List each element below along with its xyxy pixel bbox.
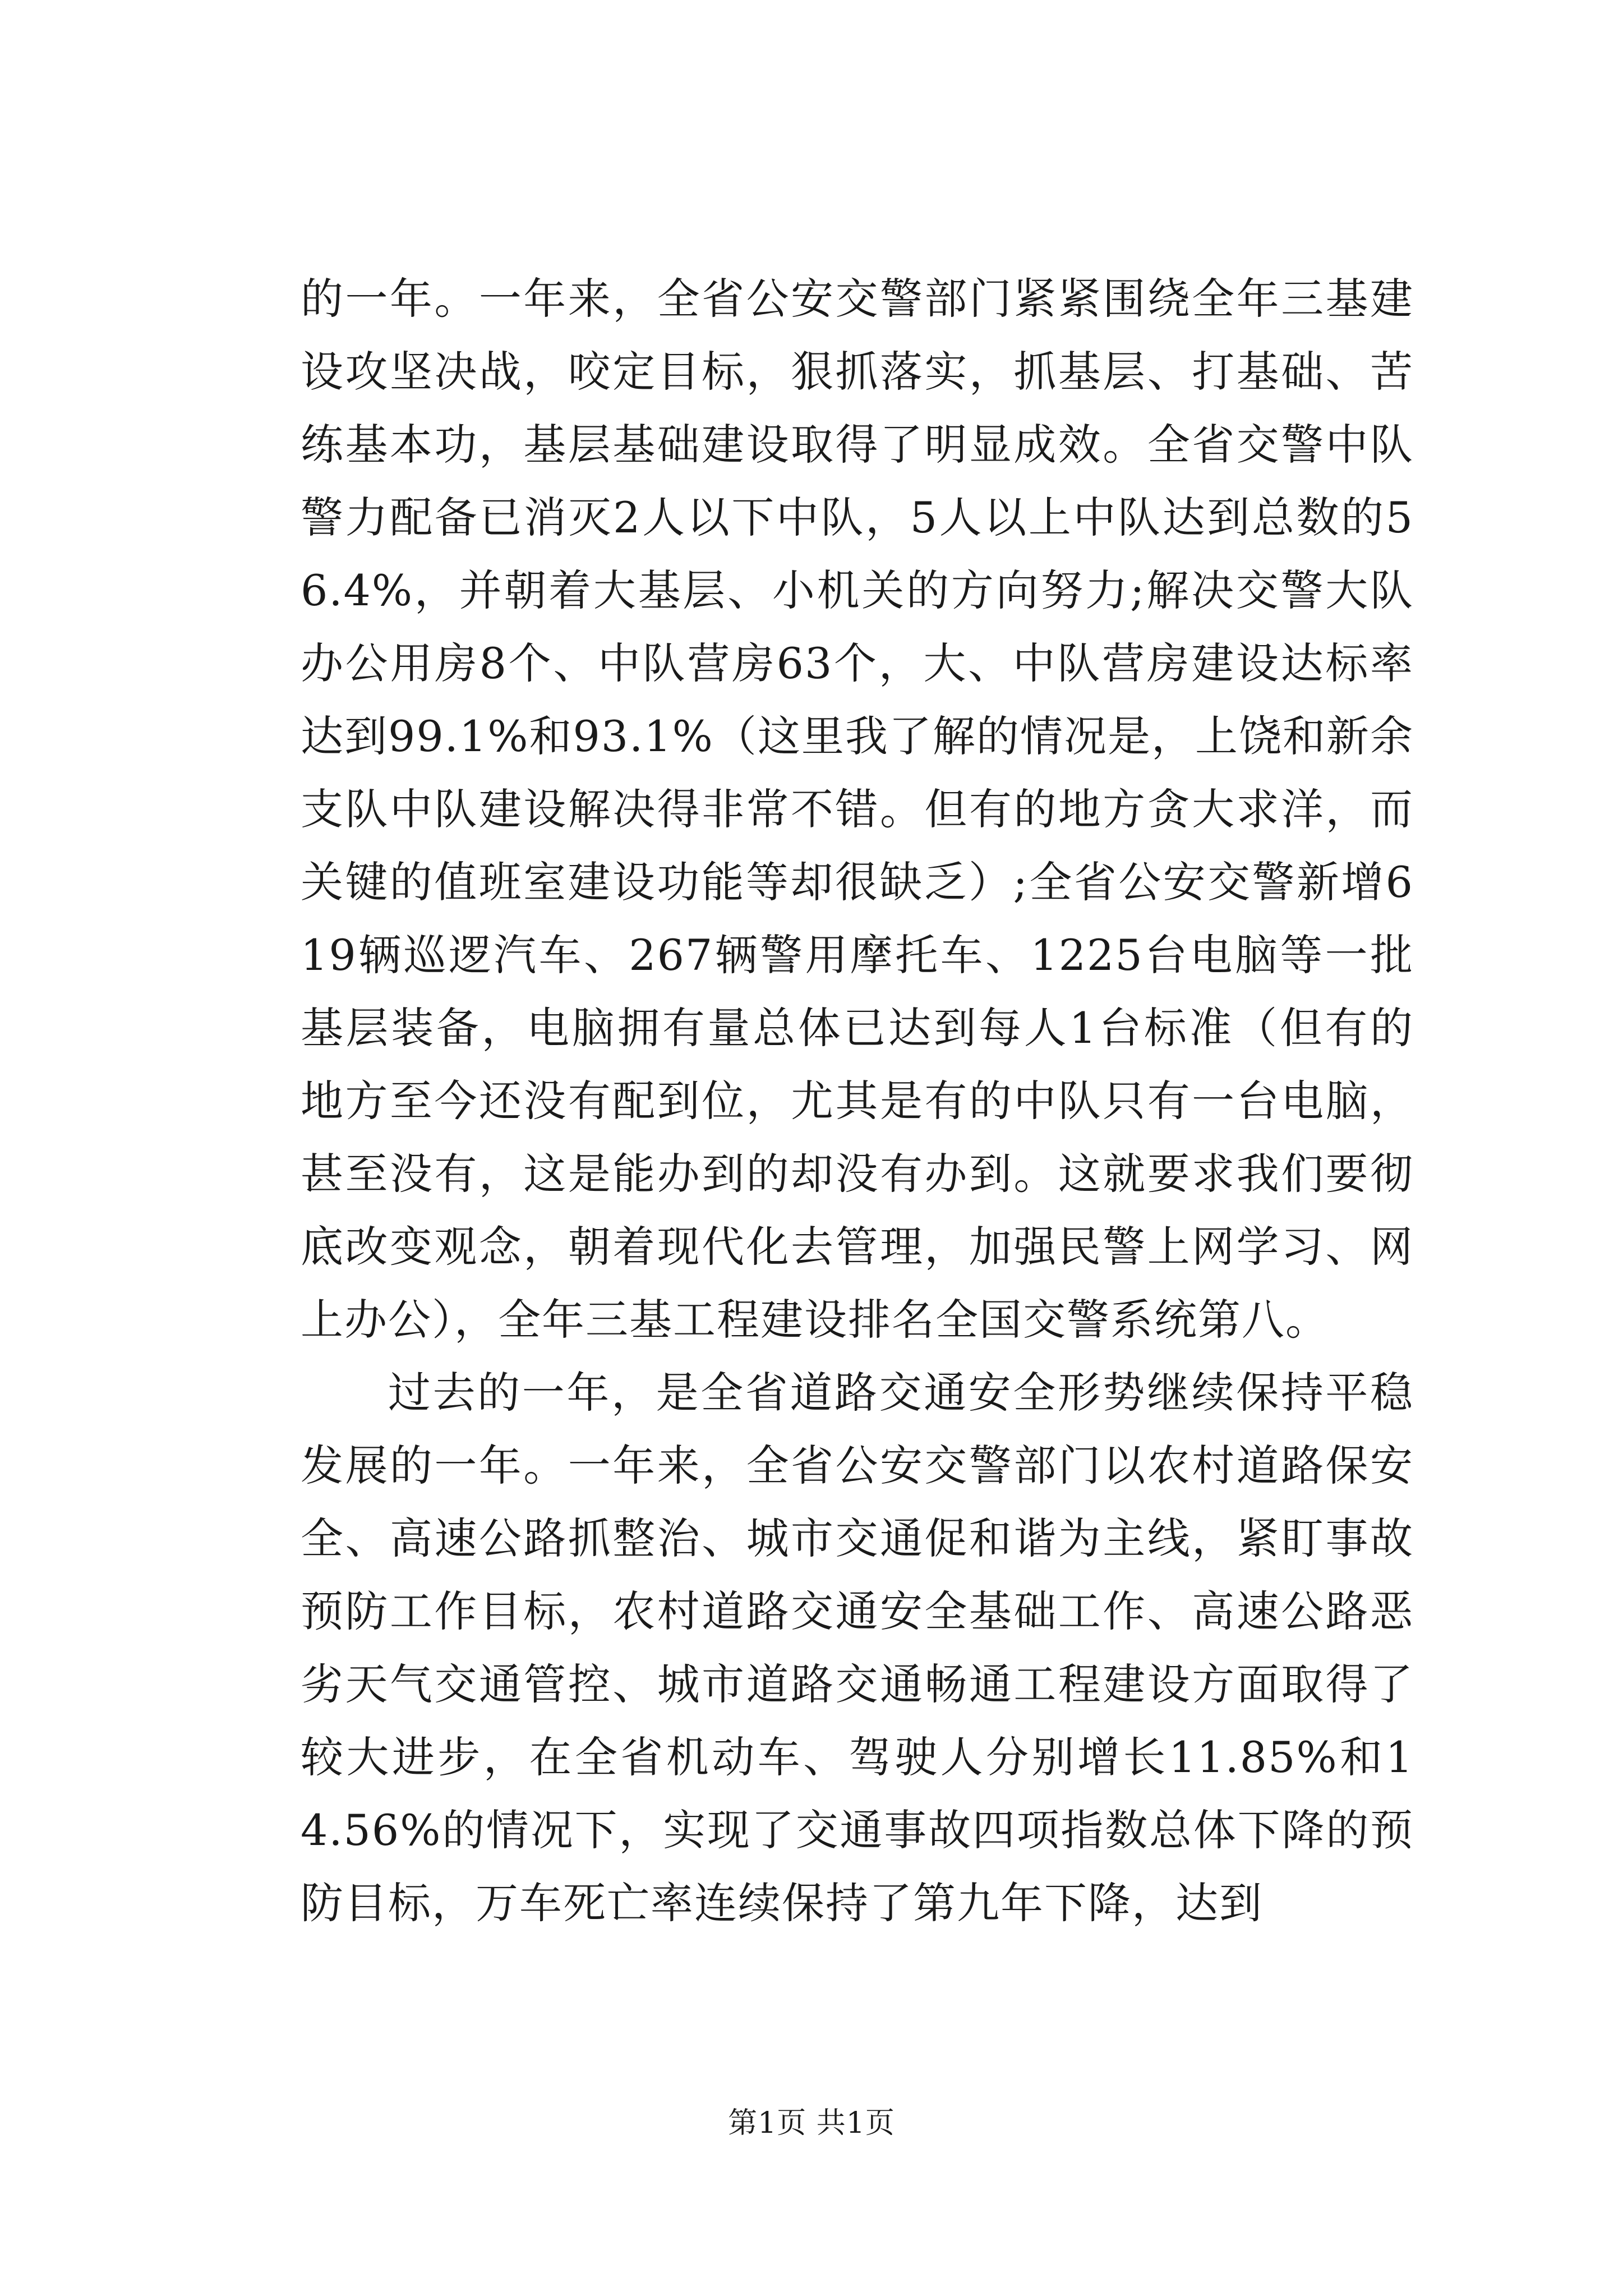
document-body [301,263,1414,1940]
paragraph-second: 过去的一年，是全省道路交通安全形势继续保持平稳发展的一年。一年来，全省公安交警部门以农村道路保安全、高速公路抓整治、城市交通促和谐为主线，紧盯事故预防工作目标，农村道路交通安全基础工作、高速公路恶劣天气交通管控、城市道路交通畅通工程建设方面取得了较大进步，在全省机动车、驾驶人分别增长11.85%和14.56%的情况下，实现了交通事故四项指数总体下降的预防目标，万车死亡率连续保持了第九年下降，达到 [301,1368,1414,1928]
page-number-footer: 第1页 共1页 [728,2106,895,2140]
paragraph-continuation: 的一年。一年来，全省公安交警部门紧紧围绕全年三基建设攻坚决战，咬定目标，狠抓落实，抓基层、打基础、苦练基本功，基层基础建设取得了明显成效。全省交警中队警力配备已消灭2人以下中队，5人以上中队达到总数的56.4%，并朝着大基层、小机关的方向努力;解决交警大队办公用房8个、中队营房63个，大、中队营房建设达标率达到99.1%和93.1%（这里我了解的情况是，上饶和新余支队中队建设解决得非常不错。但有的地方贪大求洋，而关键的值班室建设功能等却很缺乏）;全省公安交警新增619辆巡逻汽车、267辆警用摩托车、1225台电脑等一批基层装备，电脑拥有量总体已达到每人1台标准（但有的地方至今还没有配到位，尤其是有的中队只有一台电脑，甚至没有，这是能办到的却没有办到。这就要求我们要彻底改变观念，朝着现代化去管理，加强民警上网学习、网上办公），全年三基工程建设排名全国交警系统第八。 [301,274,1414,1345]
